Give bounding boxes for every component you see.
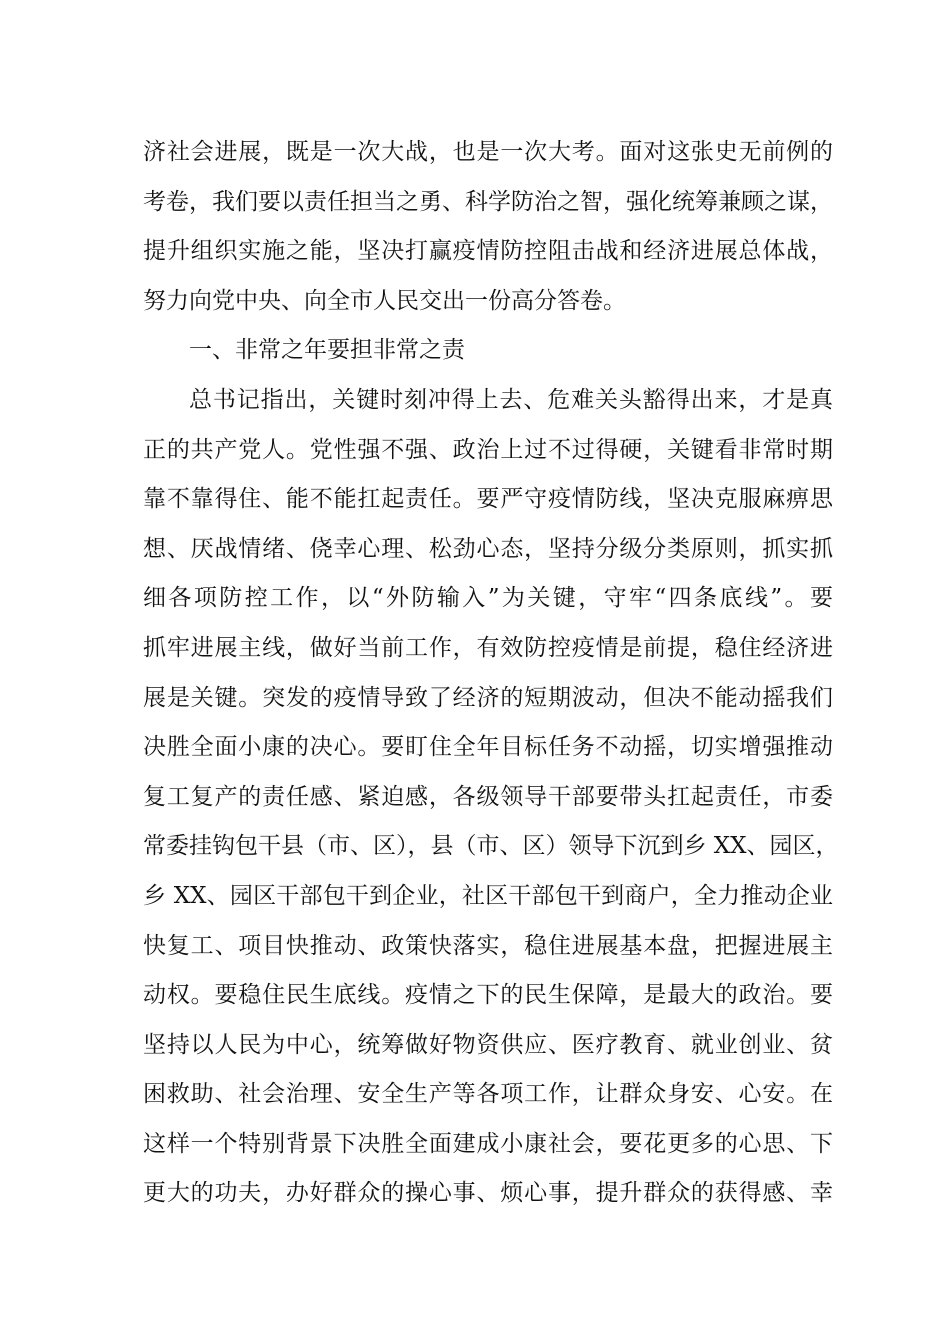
paragraph-first-line: 总书记指出，关键时刻冲得上去、危难关头豁得出来，才是真	[189, 386, 833, 413]
text-line: 更大的功夫，办好群众的操心事、烦心事，提升群众的获得感、幸	[143, 1180, 833, 1207]
text-line: 这样一个特别背景下决胜全面建成小康社会，要花更多的心思、下	[143, 1130, 833, 1157]
section-heading: 一、非常之年要担非常之责	[189, 337, 465, 364]
text-line: 快复工、项目快推动、政策快落实，稳住进展基本盘，把握进展主	[143, 932, 833, 959]
text-line: 困救助、社会治理、安全生产等各项工作，让群众身安、心安。在	[143, 1081, 833, 1108]
text-line: 努力向党中央、向全市人民交出一份高分答卷。	[143, 287, 626, 314]
text-line: 想、厌战情绪、侥幸心理、松劲心态，坚持分级分类原则，抓实抓	[143, 535, 833, 562]
text-line: 决胜全面小康的决心。要盯住全年目标任务不动摇，切实增强推动	[143, 734, 833, 761]
text-line: 济社会进展，既是一次大战，也是一次大考。面对这张史无前例的	[143, 139, 833, 165]
text-line: 提升组织实施之能，坚决打赢疫情防控阻击战和经济进展总体战，	[143, 238, 833, 265]
text-line: 细各项防控工作，以“外防输入”为关键，守牢“四条底线”。要	[143, 585, 833, 612]
body-text	[143, 128, 839, 1219]
text-line: 坚持以人民为中心，统筹做好物资供应、医疗教育、就业创业、贫	[143, 1031, 833, 1058]
text-line: 乡 XX、园区干部包干到企业，社区干部包干到商户，全力推动企业	[143, 882, 833, 909]
text-line: 动权。要稳住民生底线。疫情之下的民生保障，是最大的政治。要	[143, 982, 833, 1009]
text-line: 考卷，我们要以责任担当之勇、科学防治之智，强化统筹兼顾之谋，	[143, 188, 833, 215]
text-line: 靠不靠得住、能不能扛起责任。要严守疫情防线，坚决克服麻痹思	[143, 486, 833, 513]
text-line: 抓牢进展主线，做好当前工作，有效防控疫情是前提，稳住经济进	[143, 634, 833, 661]
text-line: 复工复产的责任感、紧迫感，各级领导干部要带头扛起责任，市委	[143, 783, 833, 810]
text-line: 正的共产党人。党性强不强、政治上过不过得硬，关键看非常时期	[143, 436, 833, 463]
text-line: 常委挂钩包干县（市、区），县（市、区）领导下沉到乡 XX、园区，	[143, 833, 839, 860]
text-line: 展是关键。突发的疫情导致了经济的短期波动，但决不能动摇我们	[143, 684, 833, 711]
